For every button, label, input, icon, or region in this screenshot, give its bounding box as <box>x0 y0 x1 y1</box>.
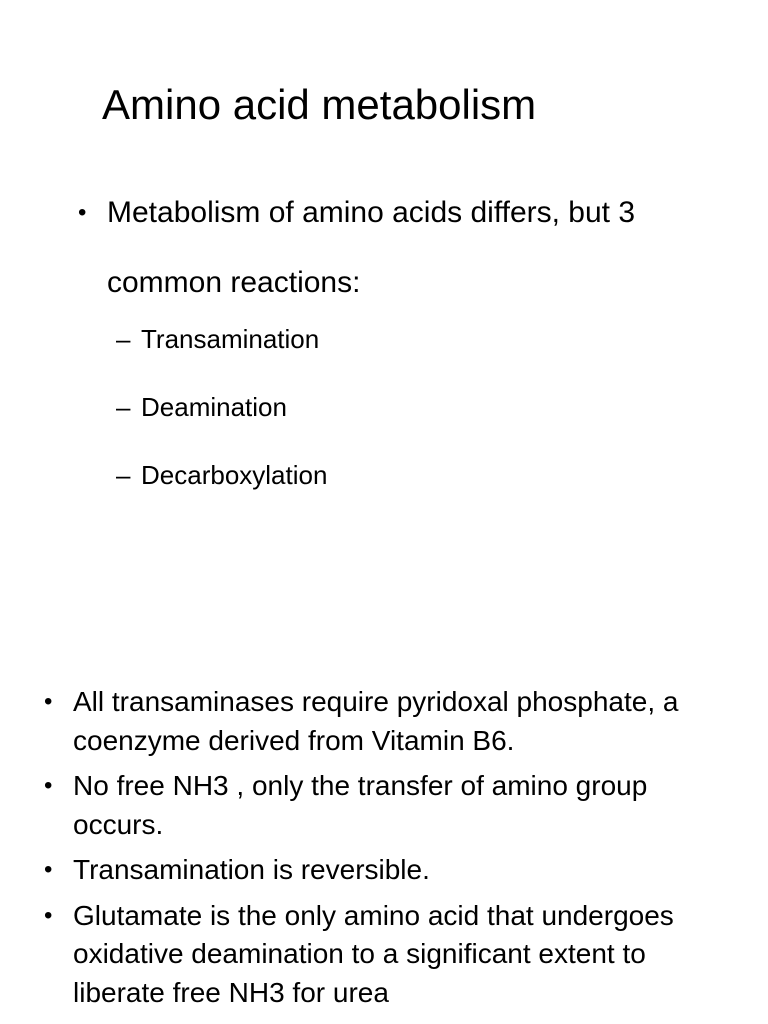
dash-icon: – <box>116 460 131 490</box>
note-text: No free NH3 , only the transfer of amino group occurs. <box>73 770 648 840</box>
bullet-icon: • <box>44 772 53 799</box>
reaction-label: Deamination <box>141 392 287 422</box>
reaction-list <box>116 320 327 524</box>
main-bullet-text: Metabolism of amino acids differs, but 3 common reactions: <box>107 196 636 299</box>
bullet-icon: • <box>44 901 53 929</box>
dash-icon: – <box>116 324 131 354</box>
note-text: Glutamate is the only amino acid that undergoes oxidative deamination to a significant extent to liberate free NH3 for urea <box>73 899 674 1008</box>
notes-list <box>44 683 734 1019</box>
reaction-label: Decarboxylation <box>141 460 328 490</box>
note-text: Transamination is reversible. <box>73 854 430 885</box>
note-text: All transaminases require pyridoxal phosphate, a coenzyme derived from Vitamin B6. <box>73 686 679 756</box>
note-item <box>44 851 734 890</box>
main-bullet <box>78 178 738 318</box>
bullet-icon: • <box>78 199 87 226</box>
note-item <box>44 767 734 844</box>
note-item <box>44 897 734 1013</box>
reaction-item-deamination <box>116 388 327 456</box>
reaction-label: Transamination <box>141 324 320 354</box>
reaction-item-decarboxylation <box>116 456 327 524</box>
bullet-icon: • <box>44 856 53 883</box>
dash-icon: – <box>116 392 131 422</box>
note-item <box>44 683 734 760</box>
reaction-item-transamination <box>116 320 327 388</box>
bullet-icon: • <box>44 688 53 715</box>
slide-title: Amino acid metabolism <box>102 81 537 128</box>
